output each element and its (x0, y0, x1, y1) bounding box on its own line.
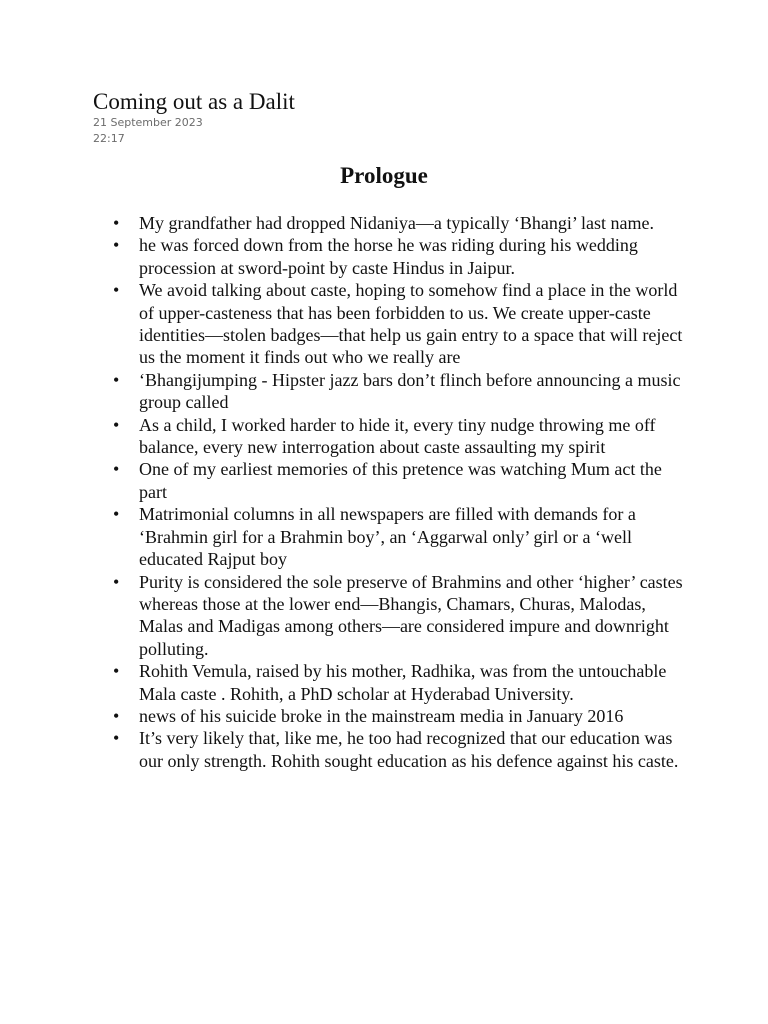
bullet-item (111, 414, 691, 459)
bullet-item (111, 279, 691, 369)
bullet-text: Rohith Vemula, raised by his mother, Radhika, was from the untouchable Mala caste . Rohith, a PhD scholar at Hyderabad University. (139, 661, 667, 704)
bullet-marker: • (113, 661, 120, 682)
bullet-marker: • (113, 213, 120, 233)
bullet-item (111, 369, 691, 414)
bullet-marker: • (113, 571, 120, 592)
bullet-item (111, 660, 691, 705)
bullet-marker: • (113, 369, 120, 390)
bullet-marker: • (113, 280, 120, 301)
bullet-text: We avoid talking about caste, hoping to somehow find a place in the world of upper-casteness that has been forbidden to us. We create upper-caste identities—stolen badges—that help us gain entry to a space that will reject us the moment it finds out who we really are (139, 280, 683, 368)
bullet-list (111, 212, 691, 772)
bullet-text: One of my earliest memories of this pretence was watching Mum act the part (139, 459, 662, 502)
bullet-marker: • (113, 728, 120, 749)
bullet-marker: • (113, 705, 120, 726)
bullet-text: news of his suicide broke in the mainstream media in January 2016 (139, 705, 624, 726)
bullet-marker: • (113, 235, 120, 256)
bullet-text: ‘Bhangijumping - Hipster jazz bars don’t flinch before announcing a music group called (139, 369, 681, 413)
note-date: 21 September 2023 (93, 116, 203, 129)
bullet-text: Matrimonial columns in all newspapers are filled with demands for a ‘Brahmin girl for a Brahmin boy’, an ‘Aggarwal only’ girl or a ‘well educated Rajput boy (139, 504, 636, 570)
bullet-text: My grandfather had dropped Nidaniya—a typically ‘Bhangi’ last name. (139, 213, 655, 233)
bullet-item (111, 727, 691, 772)
note-time: 22:17 (93, 132, 125, 145)
bullet-text: he was forced down from the horse he was riding during his wedding procession at sword-point by caste Hindus in Jaipur. (139, 235, 638, 278)
bullet-item (111, 571, 691, 661)
section-heading: Prologue (340, 163, 428, 188)
bullet-item (111, 234, 691, 279)
bullet-text: As a child, I worked harder to hide it, every tiny nudge throwing me off balance, every new interrogation about caste assaulting my spirit (139, 414, 656, 458)
bullet-item (111, 705, 691, 727)
bullet-marker: • (113, 414, 120, 435)
bullet-marker: • (113, 504, 120, 525)
bullet-item (111, 212, 691, 234)
note-title: Coming out as a Dalit (93, 89, 295, 114)
bullet-item (111, 503, 691, 570)
bullet-marker: • (113, 459, 120, 480)
bullet-text: It’s very likely that, like me, he too had recognized that our education was our only strength. Rohith sought education as his defence against his caste. (139, 728, 679, 771)
bullet-item (111, 458, 691, 503)
bullet-text: Purity is considered the sole preserve of Brahmins and other ‘higher’ castes whereas those at the lower end—Bhangis, Chamars, Churas, Malodas, Malas and Madigas among others—are considered impure and downright polluting. (139, 571, 683, 659)
